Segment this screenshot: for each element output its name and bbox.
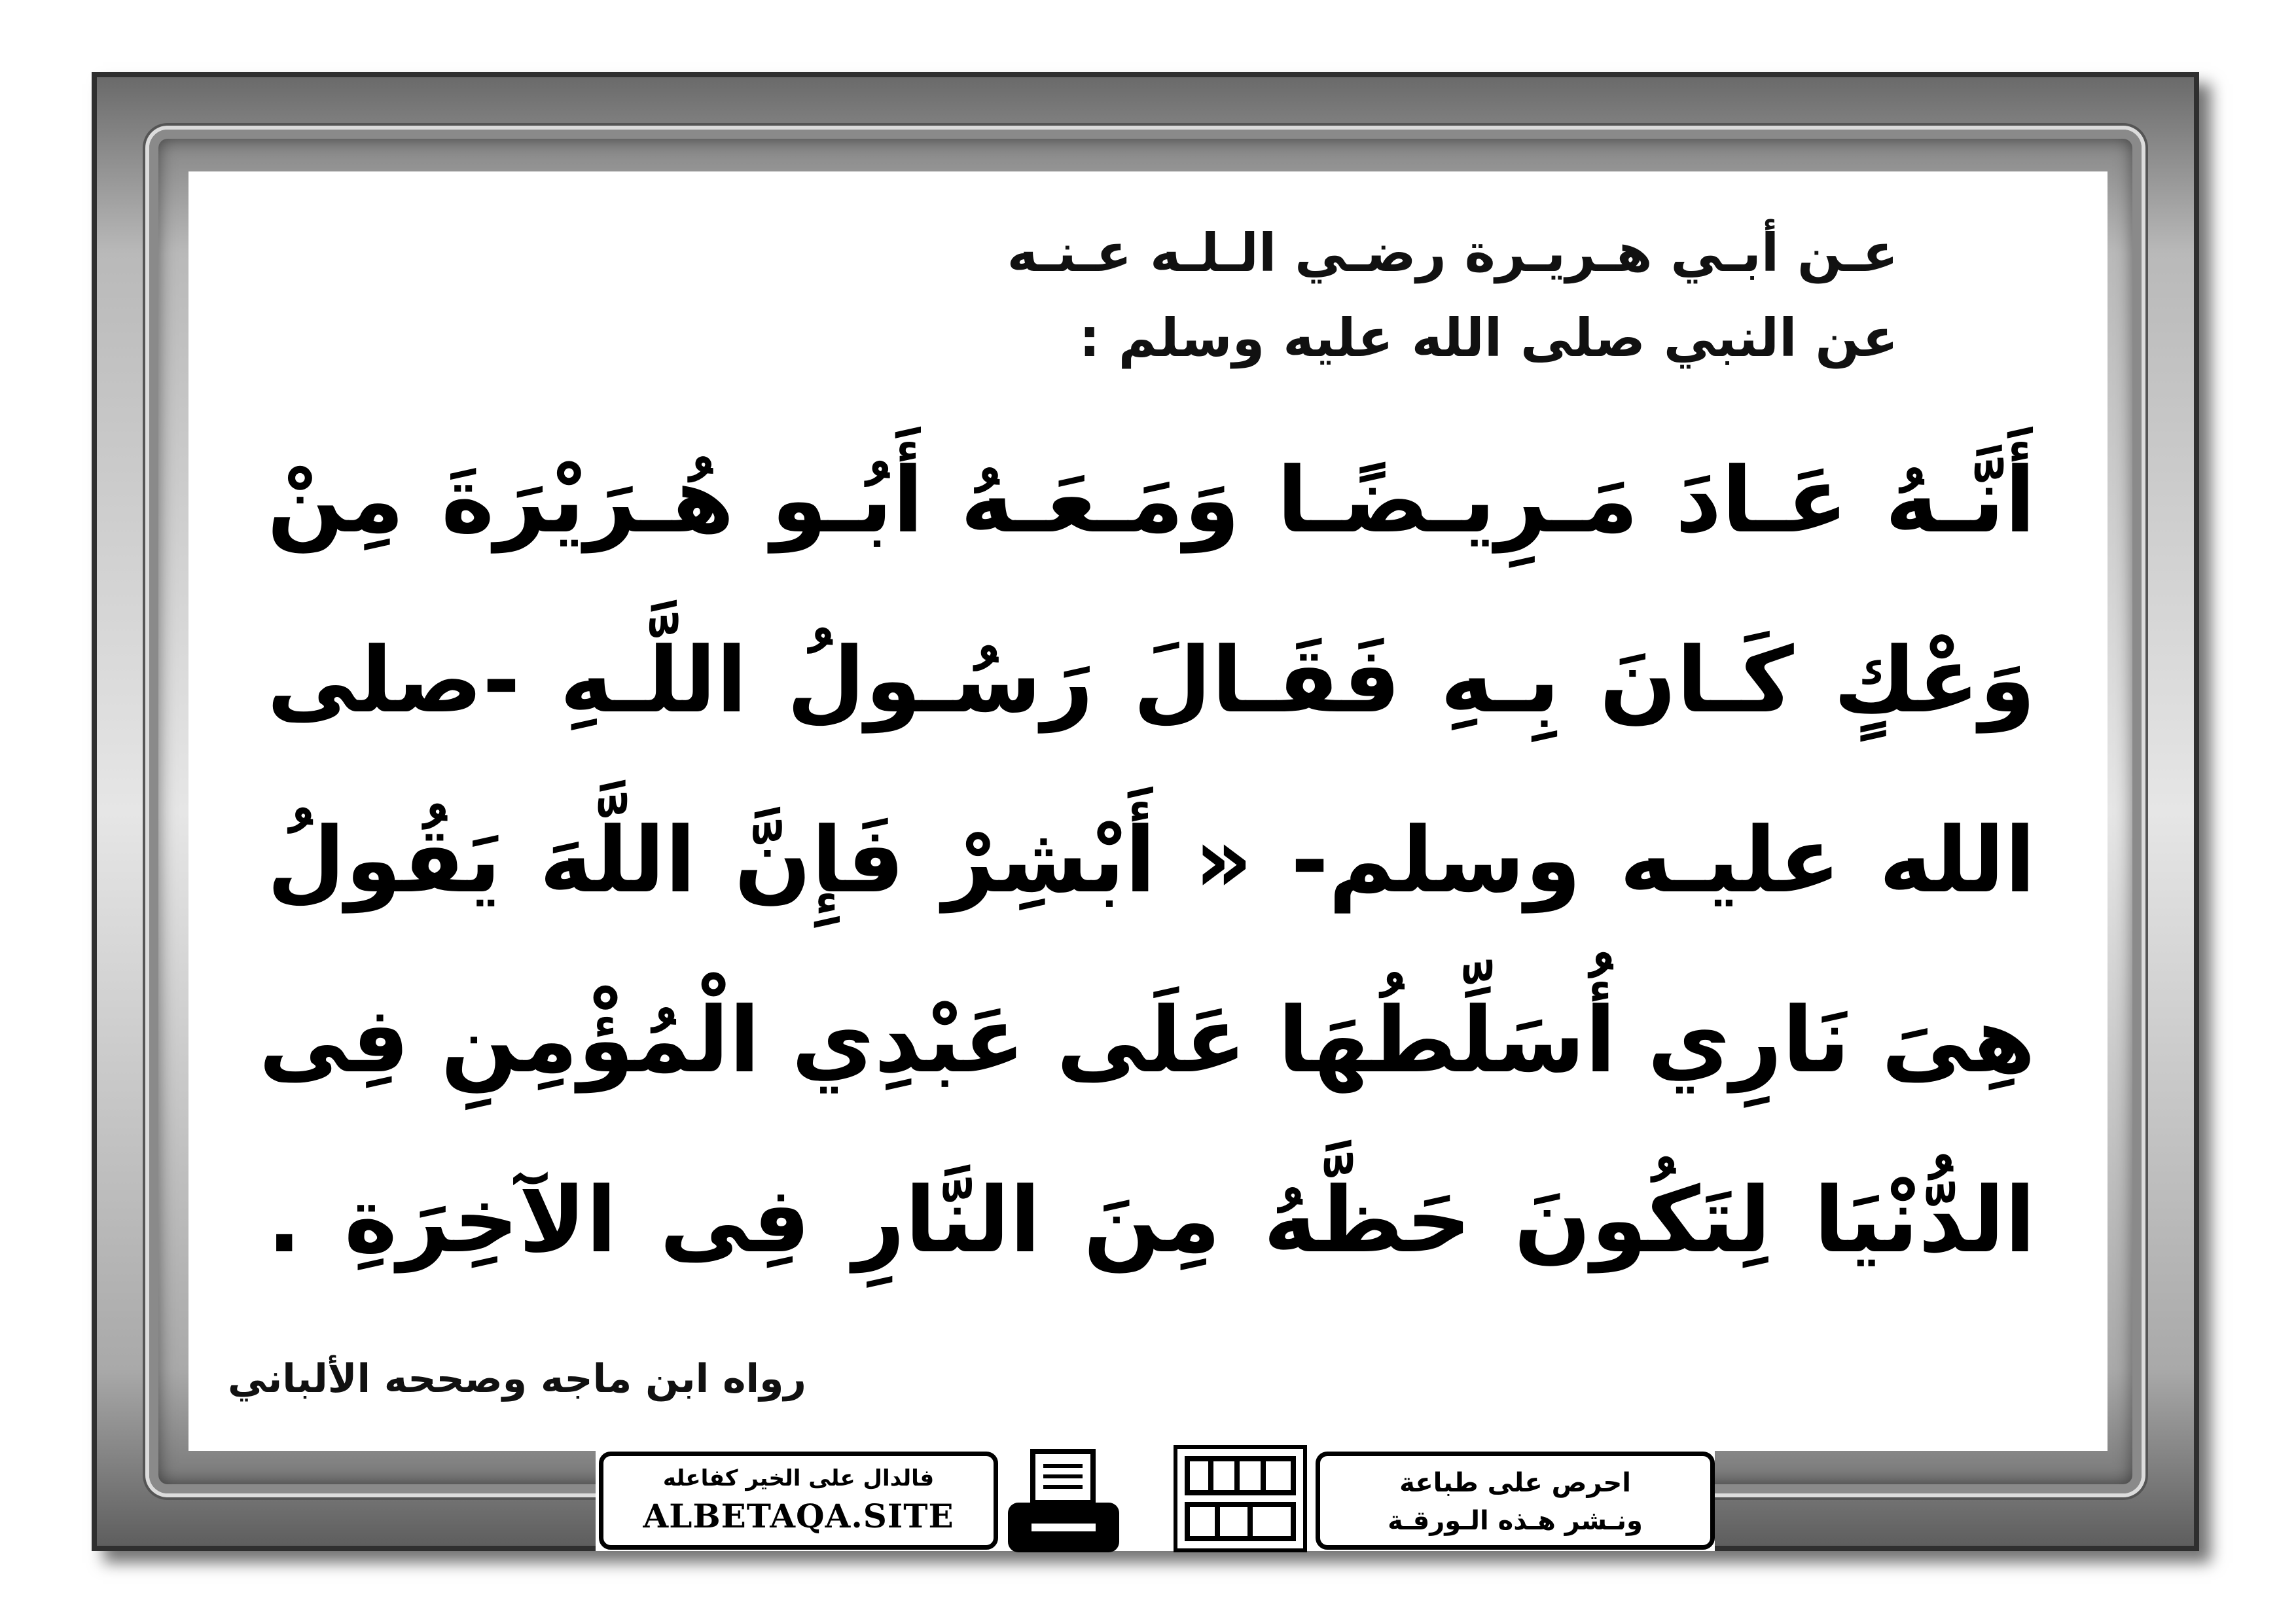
intro-line-1: عـن أبـي هـريـرة رضـي الـلـه عـنـه <box>1007 223 1898 283</box>
dawat-waraqa-logo <box>1172 1443 1309 1554</box>
footer-website: ALBETAQA.SITE <box>643 1497 954 1535</box>
footer-website-box <box>599 1452 998 1550</box>
hadith-text <box>259 410 2036 1310</box>
hadith-line-4: هِىَ نَارِي أُسَلِّطُهَا عَلَى عَبْدِي الْمُؤْمِنِ فِى <box>259 988 2036 1093</box>
hadith-line-1: أَنَّـهُ عَـادَ مَـرِيـضًـا وَمَـعَـهُ أَبُـو هُـرَيْرَةَ مِنْ <box>267 448 2036 553</box>
intro-text <box>458 211 1898 381</box>
content-panel <box>188 171 2108 1451</box>
printer-icon <box>1001 1446 1126 1558</box>
footer-print-line-1: احرص على طباعة <box>1399 1468 1631 1498</box>
hadith-line-5: الدُّنْيَا لِتَكُونَ حَظَّهُ مِنَ النَّارِ فِى الآخِرَةِ . <box>267 1168 2036 1273</box>
intro-line-2: عن النبي صلى الله عليه وسلم : <box>1079 308 1898 368</box>
hadith-source: رواه ابن ماجه وصححه الألباني <box>228 1356 806 1402</box>
footer-print-box <box>1316 1452 1715 1550</box>
hadith-line-3: الله عليـه وسلم- « أَبْشِرْ فَإِنَّ اللَّهَ يَقُولُ <box>267 808 2036 913</box>
footer-print-line-2: ونـشر هـذه الـورقـة <box>1388 1506 1643 1536</box>
footer-proverb: فالدال على الخير كفاعله <box>662 1465 935 1491</box>
hadith-line-2: وَعْكٍ كَـانَ بِـهِ فَقَـالَ رَسُـولُ اللَّـهِ -صلى <box>267 628 2036 733</box>
